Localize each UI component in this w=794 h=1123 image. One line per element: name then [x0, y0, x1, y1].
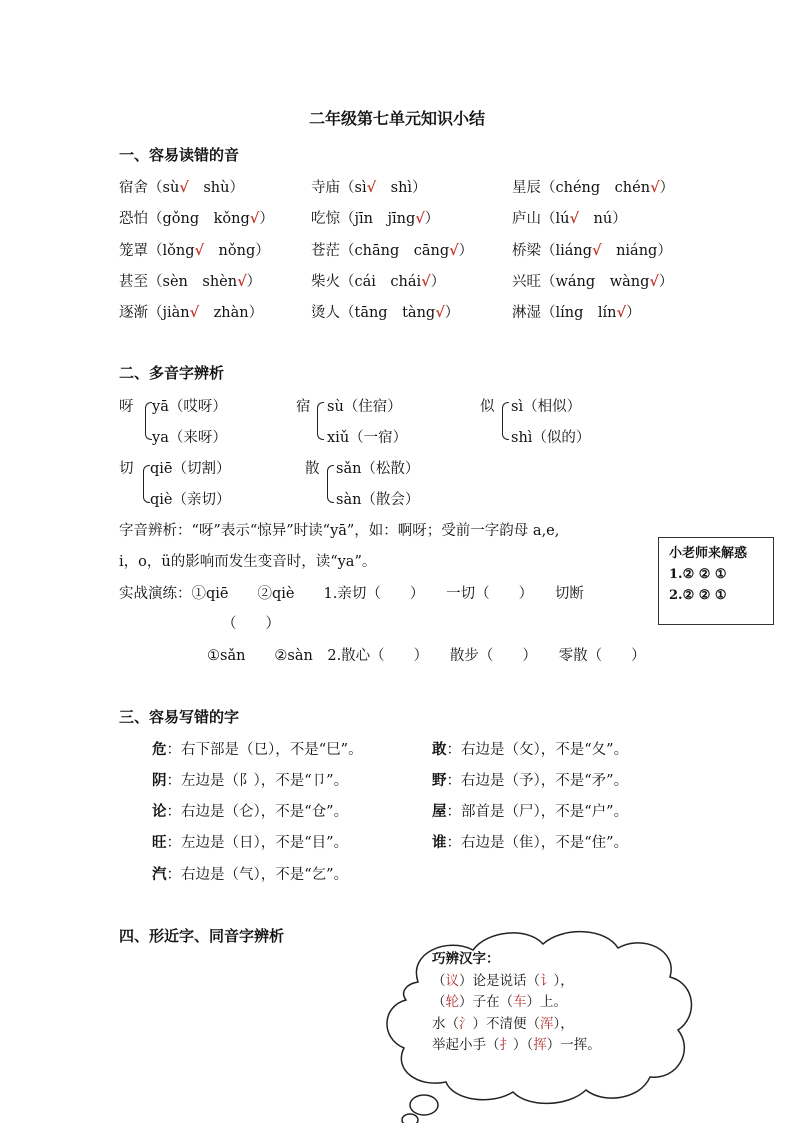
pinyin-option-b: nú: [593, 211, 613, 227]
word: 笼罩（: [119, 243, 163, 259]
section-1-heading: 一、容易读错的音: [119, 146, 240, 164]
pinyin-option-a: líng: [555, 305, 584, 321]
target-character: 谁: [432, 834, 447, 851]
answer-box: [658, 537, 774, 625]
word: 寺庙（: [311, 180, 355, 196]
reading-1: yā（哎呀）: [152, 399, 227, 415]
word: 星辰（: [512, 180, 556, 196]
close-paren: ）: [248, 305, 264, 321]
check-mark-icon: √: [421, 273, 431, 290]
practice-line-2: （ ）: [222, 616, 280, 632]
character-rule-left: [152, 831, 348, 852]
character-rule-right: [432, 738, 628, 759]
close-paren: ）: [659, 180, 675, 196]
rule-text: ：右边是（气），不是“乞”。: [166, 867, 349, 883]
check-mark-icon: √: [179, 179, 189, 196]
rule-text: ：左边是（阝），不是“卩”。: [166, 773, 349, 789]
word: 烫人（: [311, 305, 355, 321]
rule-text: ：右边是（隹），不是“住”。: [446, 835, 629, 851]
pinyin-option-a: sù: [162, 180, 180, 196]
pronunciation-item: [311, 301, 459, 322]
check-mark-icon: √: [189, 304, 200, 321]
pinyin-option-b: niáng: [616, 243, 658, 259]
check-mark-icon: √: [650, 179, 660, 196]
pinyin-option-a: sèn: [162, 274, 188, 290]
pinyin-option-b: shèn: [202, 274, 238, 290]
word: 桥梁（: [512, 243, 556, 259]
check-mark-icon: √: [569, 210, 580, 227]
word: 兴旺（: [512, 274, 556, 290]
check-mark-icon: √: [237, 273, 247, 290]
reading-1: sǎn（松散）: [336, 461, 420, 477]
pinyin-option-b: tàng: [402, 305, 436, 321]
brace-icon: [145, 402, 152, 440]
check-mark-icon: √: [616, 304, 627, 321]
target-character: 阴: [152, 772, 167, 789]
pinyin-option-b: zhàn: [213, 305, 249, 321]
pinyin-option-b: nǒng: [218, 243, 256, 259]
rule-text: ：部首是（尸），不是“户”。: [446, 804, 629, 820]
reading-1: sì（相似）: [511, 399, 582, 415]
word: 淋湿（: [512, 305, 556, 321]
pronunciation-item: [311, 239, 473, 260]
check-mark-icon: √: [592, 242, 602, 259]
word: 庐山（: [512, 211, 556, 227]
section-4-heading: 四、形近字、同音字辨析: [119, 927, 285, 945]
section-2-heading: 二、多音字辨析: [119, 364, 225, 382]
cloud-line-1: （议）论是说话（讠），: [432, 972, 574, 989]
pinyin-option-a: jīn: [354, 211, 373, 227]
pinyin-option-b: shì: [390, 180, 413, 196]
polyphone-char: 切: [119, 461, 134, 477]
pronunciation-item: [512, 301, 641, 322]
pronunciation-item: [119, 207, 274, 228]
target-character: 危: [152, 741, 167, 758]
word: 恐怕（: [119, 211, 163, 227]
close-paren: ）: [255, 243, 270, 259]
check-mark-icon: √: [194, 242, 205, 259]
section-3-heading: 三、容易写错的字: [119, 708, 240, 726]
rule-text: ：右下部是（㔾），不是“巳”。: [166, 742, 363, 758]
brace-icon: [327, 465, 334, 503]
word: 甚至（: [119, 274, 163, 290]
cloud-title: 巧辨汉字：: [432, 951, 500, 967]
pinyin-option-a: wáng: [555, 274, 596, 290]
cloud-line-2: （轮）子在（车）上。: [432, 994, 567, 1010]
pinyin-option-b: shù: [203, 180, 230, 196]
close-paren: ）: [658, 274, 674, 290]
pinyin-option-a: chāng: [354, 243, 400, 259]
page-title: 二年级第七单元知识小结: [308, 109, 485, 128]
pronunciation-item: [512, 270, 673, 291]
pinyin-option-a: jiàn: [162, 305, 190, 321]
pinyin-option-b: chén: [614, 180, 651, 196]
reading-1: sù（住宿）: [327, 399, 402, 415]
brace-icon: [502, 402, 509, 440]
pinyin-option-b: lín: [597, 305, 617, 321]
reading-2: ya（来呀）: [152, 430, 227, 446]
target-character: 汽: [152, 866, 167, 883]
practice-line-1: 实战演练：①qiē ②qiè 1.亲切（ ） 一切（ ） 切断: [119, 586, 584, 602]
polyphone-char: 呀: [119, 399, 134, 415]
reading-2: shì（似的）: [511, 430, 591, 446]
word: 柴火（: [311, 274, 355, 290]
pinyin-option-b: chái: [390, 274, 422, 290]
target-character: 敢: [432, 741, 447, 758]
pronunciation-item: [311, 207, 439, 228]
check-mark-icon: √: [366, 179, 377, 196]
character-rule-right: [432, 831, 628, 852]
pinyin-option-a: lǒng: [162, 243, 195, 259]
pinyin-option-a: gǒng: [162, 211, 200, 227]
close-paren: ）: [458, 243, 474, 259]
brace-icon: [143, 465, 150, 503]
practice-line-3: ①sǎn ②sàn 2.散心（ ） 散步（ ） 零散（ ）: [207, 648, 646, 664]
close-paren: ）: [444, 305, 460, 321]
cloud-line-3: 水（氵）不清便（浑），: [432, 1015, 574, 1032]
pronunciation-item: [119, 270, 261, 291]
target-character: 野: [432, 772, 447, 789]
reading-2: qiè（亲切）: [150, 492, 231, 508]
rule-text: ：左边是（日），不是“目”。: [166, 835, 349, 851]
close-paren: ）: [229, 180, 244, 196]
rule-text: ：右边是（攵），不是“夂”。: [446, 742, 629, 758]
reading-1: qiē（切割）: [150, 461, 231, 477]
close-paren: ）: [612, 211, 627, 227]
check-mark-icon: √: [415, 210, 425, 227]
rule-text: ：右边是（仑），不是“仓”。: [166, 804, 349, 820]
pinyin-option-a: tāng: [354, 305, 388, 321]
check-mark-icon: √: [435, 304, 445, 321]
character-rule-right: [432, 800, 628, 821]
pronunciation-note-line-1: 字音辨析：“呀”表示“惊异”时读“yā”，如：啊呀；受前一字韵母 a,e,: [119, 523, 560, 539]
close-paren: ）: [246, 274, 262, 290]
pronunciation-item: [512, 176, 674, 197]
pinyin-option-b: jīng: [387, 211, 416, 227]
pinyin-option-a: cái: [354, 274, 376, 290]
polyphone-char: 散: [305, 461, 320, 477]
word: 宿舍（: [119, 180, 163, 196]
pinyin-option-b: wàng: [609, 274, 650, 290]
pinyin-option-b: cāng: [413, 243, 450, 259]
pronunciation-item: [311, 176, 427, 197]
character-rule-right: [432, 769, 628, 790]
close-paren: ）: [430, 274, 446, 290]
close-paren: ）: [424, 211, 440, 227]
target-character: 论: [152, 803, 167, 820]
word: 苍茫（: [311, 243, 355, 259]
character-rule-left: [152, 769, 348, 790]
close-paren: ）: [657, 243, 672, 259]
check-mark-icon: √: [449, 242, 459, 259]
character-rule-left: [152, 738, 363, 759]
target-character: 屋: [432, 803, 447, 820]
pronunciation-item: [119, 301, 263, 322]
word: 逐渐（: [119, 305, 163, 321]
cloud-line-4: 举起小手（扌）（挥）一挥。: [432, 1037, 601, 1053]
pinyin-option-a: chéng: [555, 180, 601, 196]
pronunciation-item: [512, 207, 627, 228]
close-paren: ）: [412, 180, 427, 196]
character-rule-left: [152, 863, 348, 884]
reading-2: xiǔ（一宿）: [327, 430, 408, 446]
cloud-text: [432, 949, 601, 1057]
pinyin-option-b: kǒng: [213, 211, 250, 227]
pronunciation-item: [119, 239, 270, 260]
close-paren: ）: [626, 305, 641, 321]
pinyin-option-a: sì: [354, 180, 367, 196]
pinyin-option-a: lú: [555, 211, 570, 227]
pronunciation-item: [512, 239, 672, 260]
polyphone-char: 似: [480, 399, 495, 415]
pronunciation-item: [311, 270, 445, 291]
close-paren: ）: [259, 211, 274, 227]
answer-line-1: 1.② ② ①: [669, 567, 727, 582]
polyphone-char: 宿: [296, 399, 311, 415]
brace-icon: [317, 402, 324, 440]
reading-2: sàn（散会）: [336, 492, 420, 508]
target-character: 旺: [152, 834, 167, 851]
check-mark-icon: √: [249, 210, 260, 227]
character-rule-left: [152, 800, 348, 821]
answer-box-title: 小老师来解惑: [669, 546, 748, 561]
rule-text: ：右边是（予），不是“矛”。: [446, 773, 629, 789]
check-mark-icon: √: [649, 273, 659, 290]
answer-line-2: 2.② ② ①: [669, 588, 727, 603]
pronunciation-item: [119, 176, 244, 197]
pronunciation-note-line-2: i，o，ü的影响而发生变音时，读“ya”。: [119, 554, 377, 570]
pinyin-option-a: liáng: [555, 243, 593, 259]
word: 吃惊（: [311, 211, 355, 227]
